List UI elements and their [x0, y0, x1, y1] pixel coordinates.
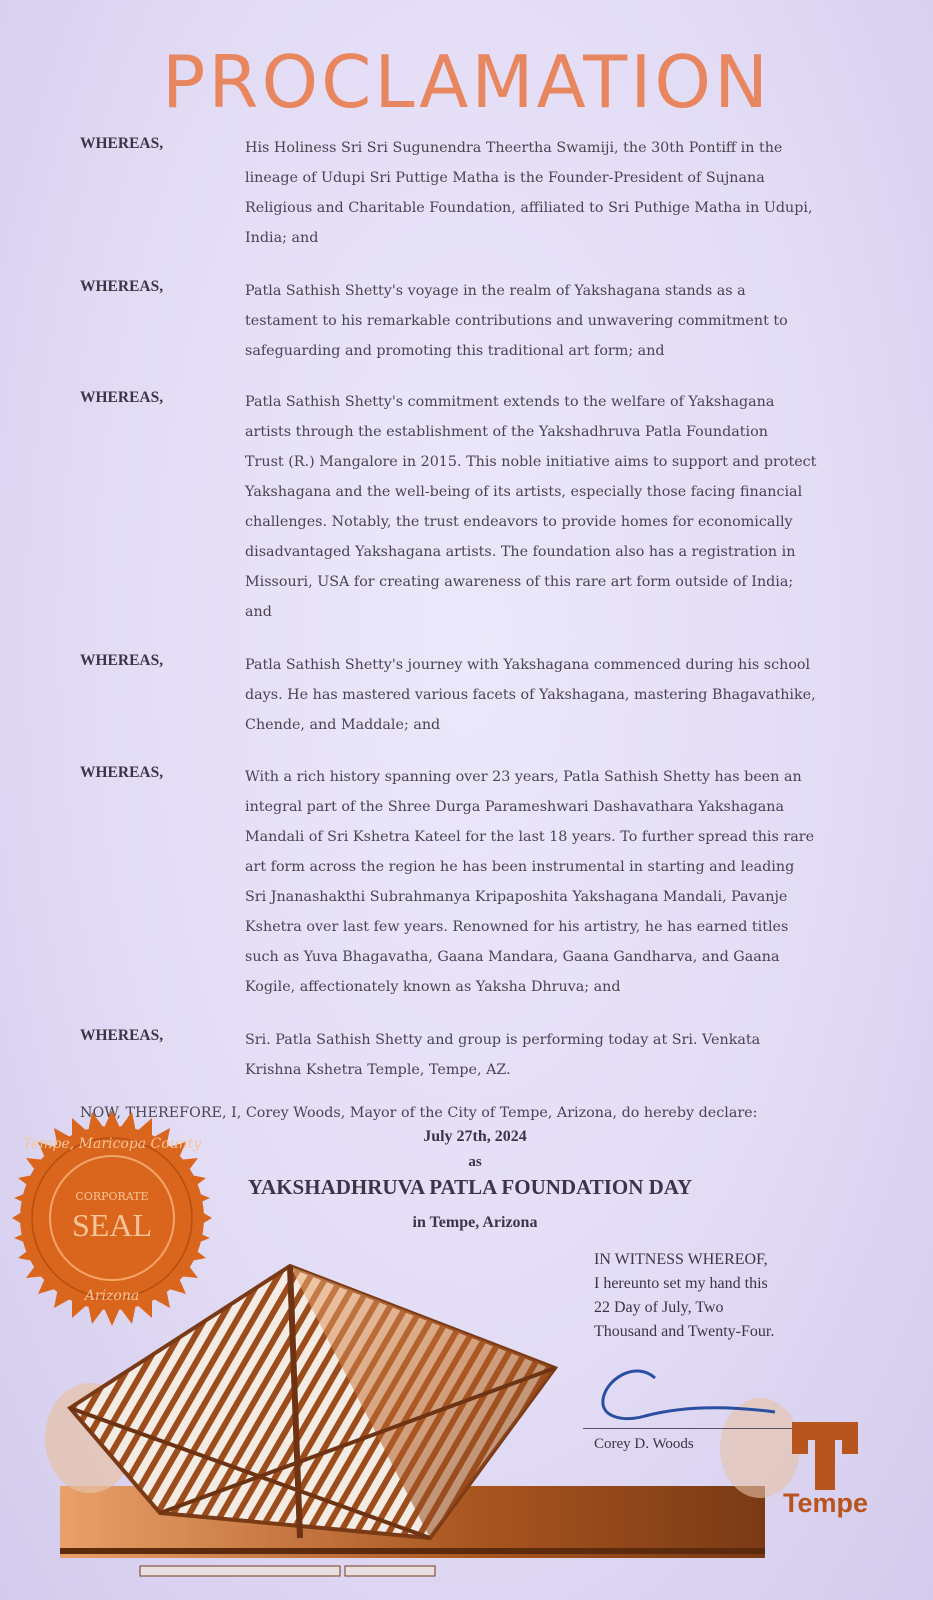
clause-line: Sri Jnanashakthi Subrahmanya Kripaposhita Yakshagana Mandali, Pavanje [245, 889, 788, 905]
seal-center-text: SEAL [72, 1207, 152, 1243]
clause-text [245, 762, 915, 1002]
clause-text [245, 276, 915, 366]
clause-line: Religious and Charitable Foundation, affiliated to Sri Puthige Matha in Udupi, [245, 200, 813, 216]
clause-line: Mandali of Sri Kshetra Kateel for the last 18 years. To further spread this rare [245, 829, 815, 845]
clause-line: Chende, and Maddale; and [245, 717, 441, 733]
seal-bottom-text: Arizona [84, 1288, 140, 1304]
page-title: PROCLAMATION [162, 40, 771, 124]
clause-line: Missouri, USA for creating awareness of this rare art form outside of India; [245, 574, 794, 590]
clause-line: Patla Sathish Shetty's voyage in the realm of Yakshagana stands as a [245, 283, 746, 299]
witness-line: Thousand and Twenty-Four. [594, 1323, 775, 1340]
clause-line: safeguarding and promoting this traditional art form; and [245, 343, 665, 359]
seal-corporate-text: CORPORATE [75, 1190, 149, 1203]
clause-line: Yakshagana and the well-being of its artists, especially those facing financial [245, 484, 803, 500]
clause-line: Patla Sathish Shetty's journey with Yakshagana commenced during his school [245, 657, 811, 673]
clause-label: WHEREAS, [80, 135, 164, 152]
witness-line: I hereunto set my hand this [594, 1275, 768, 1292]
seal-ring-text: Tempe, Maricopa County [22, 1136, 202, 1152]
declaration-place: in Tempe, Arizona [412, 1214, 538, 1231]
clause-label: WHEREAS, [80, 1027, 164, 1044]
clause-line: Kshetra over last few years. Renowned for his artistry, he has earned titles [245, 919, 789, 935]
clause-text [245, 133, 915, 253]
clause-text [245, 387, 915, 627]
clause-label: WHEREAS, [80, 764, 164, 781]
clause-line: India; and [245, 230, 319, 246]
clause-line: art form across the region he has been instrumental in starting and leading [245, 859, 795, 875]
clause-text [245, 650, 915, 740]
clause-text [245, 1025, 915, 1085]
clause-line: Krishna Kshetra Temple, Tempe, AZ. [245, 1062, 511, 1078]
clause-line: challenges. Notably, the trust endeavors to provide homes for economically [245, 514, 793, 530]
clause-line: Sri. Patla Sathish Shetty and group is performing today at Sri. Venkata [245, 1032, 761, 1048]
clause-line: disadvantaged Yakshagana artists. The foundation also has a registration in [245, 544, 796, 560]
clause-line: lineage of Udupi Sri Puttige Matha is the Founder-President of Sujnana [245, 170, 765, 186]
tempe-logo-text: Tempe [782, 1488, 869, 1518]
corporate-seal [2, 1108, 222, 1328]
clause-line: Patla Sathish Shetty's commitment extends to the welfare of Yakshagana [245, 394, 775, 410]
declaration-as: as [468, 1154, 482, 1170]
clause-line: artists through the establishment of the Yakshadhruva Patla Foundation [245, 424, 768, 440]
witness-line: IN WITNESS WHEREOF, [594, 1251, 768, 1268]
witness-block [594, 1248, 854, 1344]
signatory-name: Corey D. Woods [594, 1436, 694, 1452]
clause-line: His Holiness Sri Sri Sugunendra Theertha Swamiji, the 30th Pontiff in the [245, 140, 783, 156]
clause-line: such as Yuva Bhagavatha, Gaana Mandara, Gaana Gandharva, and Gaana [245, 949, 780, 965]
declaration-day: YAKSHADHRUVA PATLA FOUNDATION DAY [247, 1175, 693, 1199]
clause-line: testament to his remarkable contributions and unwavering commitment to [245, 313, 788, 329]
clause-line: days. He has mastered various facets of Yakshagana, mastering Bhagavathike, [245, 687, 816, 703]
witness-line: 22 Day of July, Two [594, 1299, 724, 1316]
declaration-date: July 27th, 2024 [423, 1128, 527, 1145]
clause-line: and [245, 604, 272, 620]
clause-line: Trust (R.) Mangalore in 2015. This noble initiative aims to support and protect [245, 454, 817, 470]
clause-line: With a rich history spanning over 23 years, Patla Sathish Shetty has been an [245, 769, 802, 785]
clause-line: Kogile, affectionately known as Yaksha Dhruva; and [245, 979, 621, 995]
clause-label: WHEREAS, [80, 278, 164, 295]
clause-label: WHEREAS, [80, 389, 164, 406]
clause-line: integral part of the Shree Durga Parameshwari Dashavathara Yakshagana [245, 799, 785, 815]
clause-label: WHEREAS, [80, 652, 164, 669]
therefore-statement: NOW, THEREFORE, I, Corey Woods, Mayor of the City of Tempe, Arizona, do hereby declare: [80, 1105, 758, 1121]
